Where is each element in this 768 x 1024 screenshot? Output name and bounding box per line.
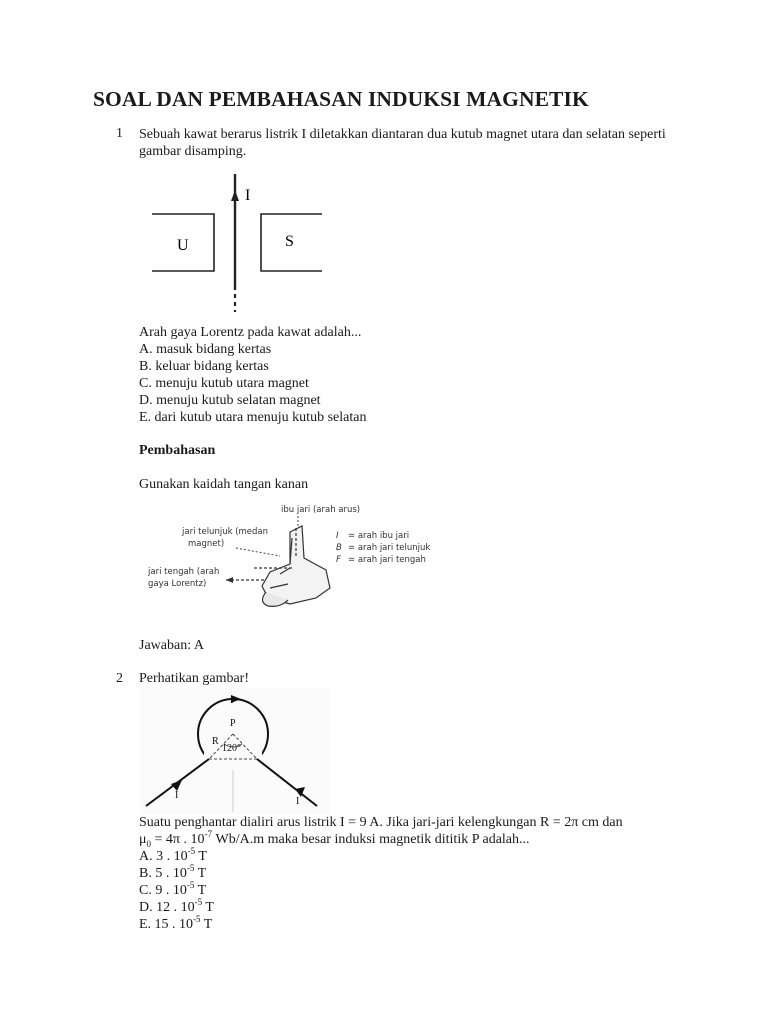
legend-b-symbol: B xyxy=(336,543,342,553)
question-2-text-line-1: Suatu penghantar dialiri arus listrik I = 9 A. Jika jari-jari kelengkungan R = 2π cm dan xyxy=(139,815,623,830)
south-label: S xyxy=(285,233,294,250)
question-1-number: 1 xyxy=(116,126,123,141)
question-2-number: 2 xyxy=(116,671,123,686)
question-1-option-b: B. keluar bidang kertas xyxy=(139,359,269,374)
index-label-2: magnet) xyxy=(188,539,225,549)
discussion-text: Gunakan kaidah tangan kanan xyxy=(139,477,309,492)
right-hand-rule-figure xyxy=(140,500,445,620)
discussion-heading: Pembahasan xyxy=(139,443,216,458)
legend-i-symbol: I xyxy=(336,531,339,541)
question-2-text-line-2: $\mu_0 = 4\pi$ . $10^{-7}$ Wb/A.m maka besar induksi magnetik dititik P adalah... xyxy=(139,829,530,849)
current-label: I xyxy=(245,187,251,204)
question-1-prompt: Arah gaya Lorentz pada kawat adalah... xyxy=(139,325,362,340)
question-1-option-d: D. menuju kutub selatan magnet xyxy=(139,393,321,408)
middle-label-1: jari tengah (arah xyxy=(148,567,220,577)
current-right-label: I xyxy=(296,796,300,807)
question-1-option-e: E. dari kutub utara menuju kutub selatan xyxy=(139,410,367,425)
question-1-answer: Jawaban: A xyxy=(139,638,204,653)
curved-conductor-figure xyxy=(140,688,330,814)
question-2-option-d: D. 12 . $10^{-5}$ T xyxy=(139,897,214,915)
radius-label: R xyxy=(212,736,219,747)
magnet-wire-figure xyxy=(140,170,340,318)
north-label: U xyxy=(177,237,189,254)
index-label-1: jari telunjuk (medan xyxy=(182,527,269,537)
legend-f-symbol: F xyxy=(336,555,341,565)
current-arrow-icon xyxy=(231,190,239,201)
point-p-label: P xyxy=(230,718,236,729)
thumb-label: ibu jari (arah arus) xyxy=(281,505,361,515)
middle-label-2: gaya Lorentz) xyxy=(148,579,207,589)
angle-label: 120° xyxy=(222,743,241,754)
question-2-option-b: B. 5 . $10^{-5}$ T xyxy=(139,863,207,881)
question-1-text: Sebuah kawat berarus listrik I diletakkan diantaran dua kutub magnet utara dan selatan seperti gambar disamping. xyxy=(139,127,666,159)
question-2-intro: Perhatikan gambar! xyxy=(139,671,250,686)
legend-f-desc: = arah jari tengah xyxy=(348,555,426,565)
page-title: SOAL DAN PEMBAHASAN INDUKSI MAGNETIK xyxy=(93,87,589,111)
question-1-option-c: C. menuju kutub utara magnet xyxy=(139,376,309,391)
legend-i-desc: = arah ibu jari xyxy=(348,531,410,541)
force-arrowhead-icon xyxy=(226,577,233,583)
question-1-option-a: A. masuk bidang kertas xyxy=(139,342,272,357)
question-2-option-e: E. 15 . $10^{-5}$ T xyxy=(139,914,213,932)
question-2-option-a: A. 3 . $10^{-5}$ T xyxy=(139,846,207,864)
question-2-option-c: C. 9 . $10^{-5}$ T xyxy=(139,880,207,898)
legend-b-desc: = arah jari telunjuk xyxy=(348,543,431,553)
current-top-label: I xyxy=(230,695,234,706)
current-left-label: I xyxy=(175,790,179,801)
